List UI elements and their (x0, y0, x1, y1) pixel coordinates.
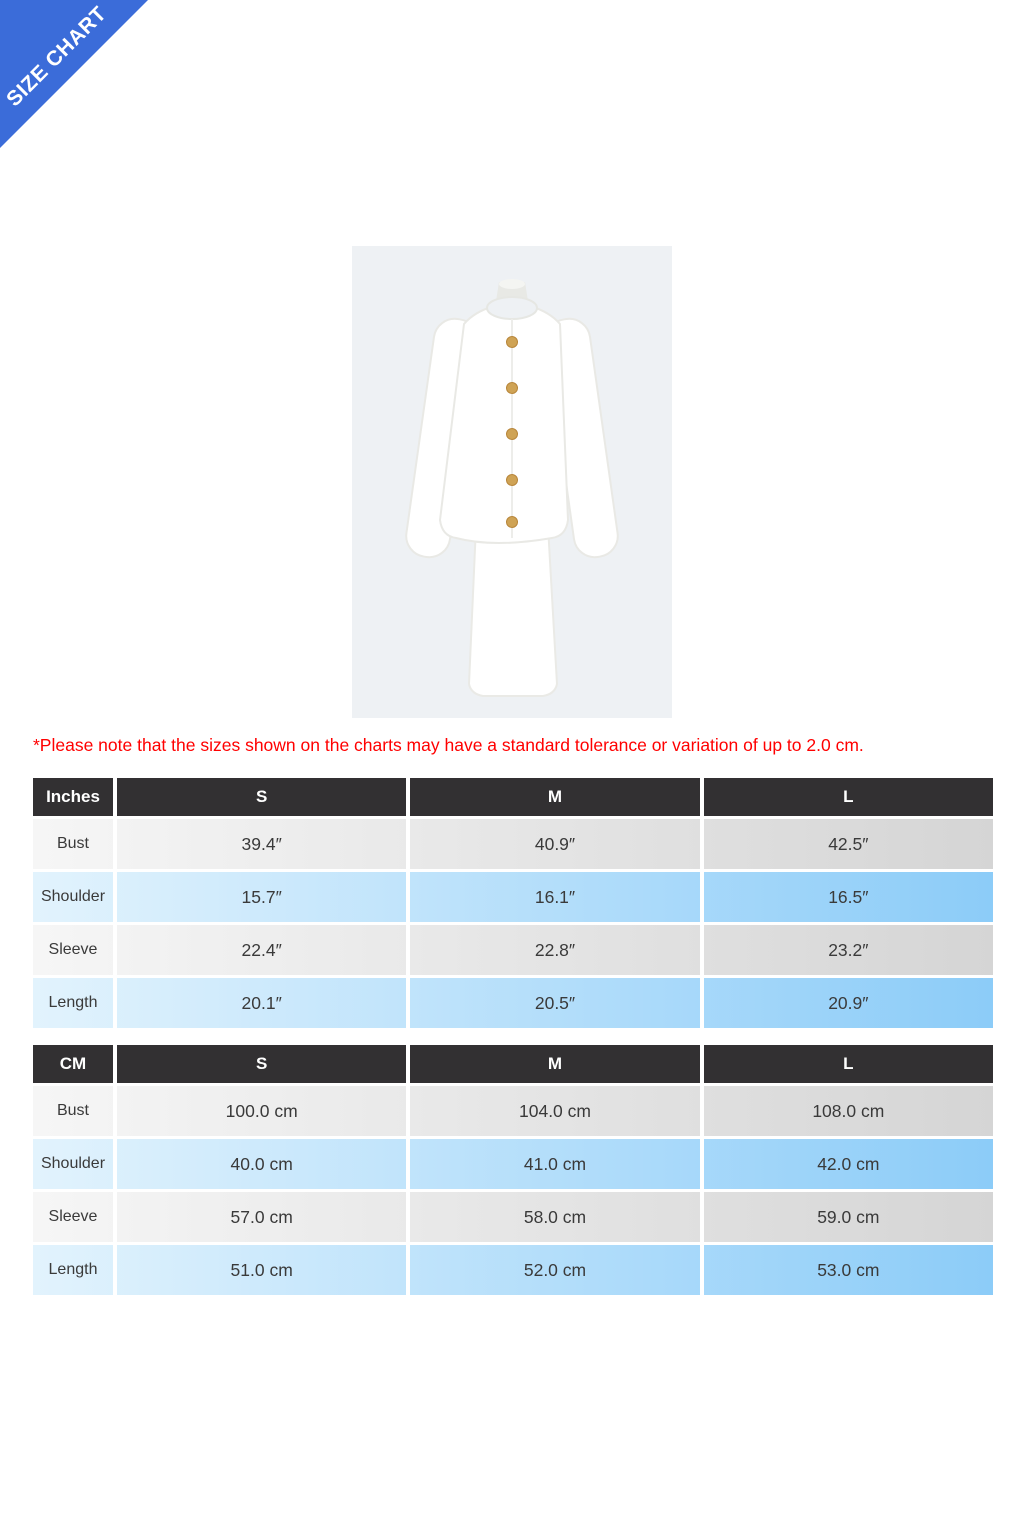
size-table-header-row (33, 1045, 993, 1083)
column-header-s: S (113, 1045, 406, 1083)
measurement-cell: 108.0 cm (700, 1086, 993, 1136)
table-row-sleeve (33, 925, 993, 975)
table-row-shoulder (33, 1139, 993, 1189)
measurement-cell: 22.8″ (406, 925, 699, 975)
column-header-l: L (700, 778, 993, 816)
table-row-sleeve (33, 1192, 993, 1242)
measurement-cell: 16.1″ (406, 872, 699, 922)
measurement-cell: 23.2″ (700, 925, 993, 975)
measurement-cell: 51.0 cm (113, 1245, 406, 1295)
measurement-cell: 22.4″ (113, 925, 406, 975)
measurement-cell: 20.5″ (406, 978, 699, 1028)
measurement-cell: 41.0 cm (406, 1139, 699, 1189)
product-photo-illustration (352, 246, 672, 718)
row-label: Bust (56, 835, 89, 852)
column-header-l: L (700, 1045, 993, 1083)
table-row-length (33, 1245, 993, 1295)
measurement-cell: 20.9″ (700, 978, 993, 1028)
measurement-cell: 40.9″ (406, 819, 699, 869)
measurement-cell: 39.4″ (113, 819, 406, 869)
measurement-cell: 59.0 cm (700, 1192, 993, 1242)
measurement-cell: 40.0 cm (113, 1139, 406, 1189)
column-header-m: M (406, 1045, 699, 1083)
row-label: Shoulder (40, 888, 106, 905)
table-row-shoulder (33, 872, 993, 922)
unit-header-cell: Inches (46, 787, 100, 806)
table-row-bust (33, 1086, 993, 1136)
size-chart-ribbon (0, 0, 150, 150)
size-table-inches (33, 778, 993, 1031)
measurement-cell: 104.0 cm (406, 1086, 699, 1136)
size-table-cm (33, 1045, 993, 1298)
measurement-cell: 16.5″ (700, 872, 993, 922)
measurement-cell: 20.1″ (113, 978, 406, 1028)
measurement-cell: 53.0 cm (700, 1245, 993, 1295)
table-row-bust (33, 819, 993, 869)
measurement-cell: 58.0 cm (406, 1192, 699, 1242)
row-label: Shoulder (40, 1155, 106, 1172)
measurement-cell: 57.0 cm (113, 1192, 406, 1242)
measurement-cell: 15.7″ (113, 872, 406, 922)
measurement-cell: 52.0 cm (406, 1245, 699, 1295)
row-label: Bust (56, 1102, 89, 1119)
measurement-cell: 42.5″ (700, 819, 993, 869)
measurement-cell: 42.0 cm (700, 1139, 993, 1189)
row-label: Sleeve (48, 941, 98, 958)
row-label: Sleeve (48, 1208, 98, 1225)
measurement-cell: 100.0 cm (113, 1086, 406, 1136)
ribbon-label: SIZE CHART (2, 2, 112, 112)
table-row-length (33, 978, 993, 1028)
row-label: Length (48, 994, 98, 1011)
row-label: Length (48, 1261, 98, 1278)
product-image (352, 246, 672, 718)
size-table-header-row (33, 778, 993, 816)
tolerance-note: *Please note that the sizes shown on the charts may have a standard tolerance or variation of up to 2.0 cm. (33, 735, 864, 755)
column-header-m: M (406, 778, 699, 816)
unit-header-cell: CM (59, 1054, 87, 1073)
column-header-s: S (113, 778, 406, 816)
